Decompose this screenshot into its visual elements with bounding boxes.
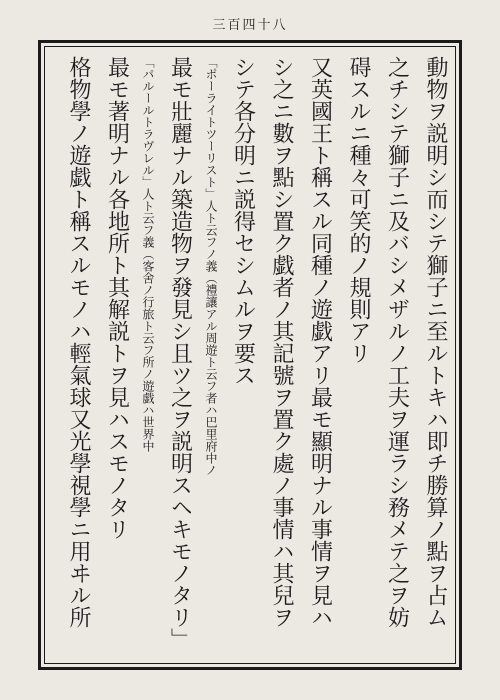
text-column: シテ各分明ニ説得セシムルヲ要ス bbox=[230, 56, 256, 386]
text-column: 之チシテ獅子ニ及バシメザルノ工夫ヲ運ラシ務メテ之ヲ妨 bbox=[384, 56, 410, 628]
page-number: 三百四十八 bbox=[212, 18, 288, 33]
text-column: 又英國王ト稱スル同種ノ遊戯アリ最モ顯明ナル事情ヲ見ハ bbox=[307, 56, 333, 628]
text-column: シ之ニ數ヲ點シ置ク戯者ノ其記號ヲ置ク處ノ事情ハ其兒ヲ bbox=[269, 56, 294, 628]
text-column: 「ポーライトツーリスト」人ト云フノ義（禮讓アル周遊ト云フ者ハ巴里府中ノ bbox=[204, 56, 218, 476]
text-column: 動物ヲ説明シ而シテ獅子ニ至ルトキハ即チ勝算ノ點ヲ占ム bbox=[423, 56, 448, 628]
text-body bbox=[50, 56, 450, 656]
text-column: 最モ壯麗ナル築造物ヲ發見シ且ツ之ヲ説明スヘキモノタリ」 bbox=[167, 56, 193, 650]
text-column: 最モ著明ナル各地所ト其解説トヲ見ハスモノタリ bbox=[104, 56, 130, 540]
text-column: 碍スルニ種々可笑的ノ規則アリ bbox=[346, 56, 371, 364]
text-column: 格物學ノ遊戯ト稱スルモノハ輕氣球又光學視學ニ用ヰル所 bbox=[66, 56, 91, 628]
text-column: 「パルールトラヴレル」人ト云フ義（客舍ノ行旅ト云フ所ノ遊戯ハ世界中 bbox=[141, 56, 155, 452]
